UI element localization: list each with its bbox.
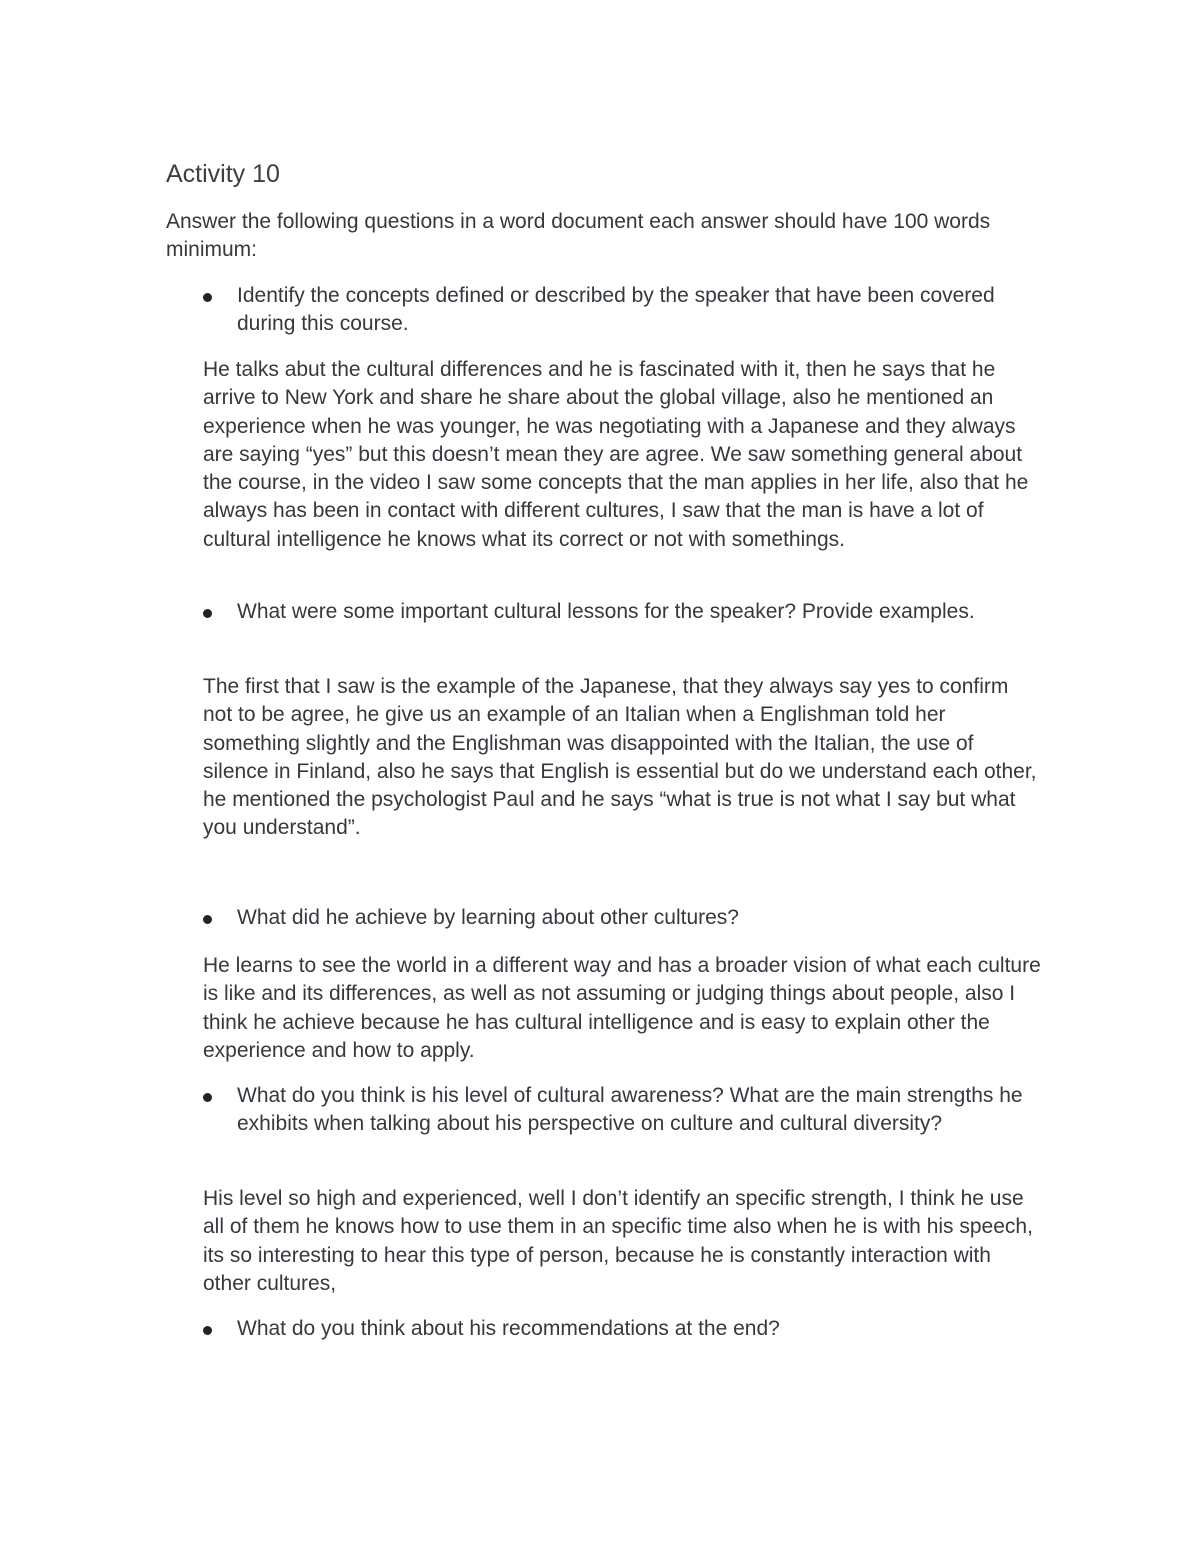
bullet-icon: [203, 1326, 212, 1335]
bullet-icon: [203, 915, 212, 924]
document-title: Activity 10: [166, 160, 280, 188]
answer-3: He learns to see the world in a different way and has a broader vision of what each culture is like and its differences, as well as not assuming or judging things about people, also I think he achieve because he has cultural intelligence and is easy to explain other the experience and how to apply.: [203, 954, 1041, 1062]
question-1: Identify the concepts defined or described by the speaker that have been covered during this course.: [237, 284, 995, 336]
answer-4: His level so high and experienced, well I don’t identify an specific strength, I think he use all of them he knows how to use them in an specific time also when he is with his speech, its so interesting to hear this type of person, because he is constantly interaction with other cultures,: [203, 1187, 1033, 1295]
answer-1: He talks abut the cultural differences and he is fascinated with it, then he says that he arrive to New York and share he share about the global village, also he mentioned an experience when he was younger, he was negotiating with a Japanese and they always are saying “yes” but this doesn’t mean they are agree. We saw something general about the course, in the video I saw some concepts that the man applies in her life, also that he always has been in contact with different cultures, I saw that the man is have a lot of cultural intelligence he knows what its correct or not with somethings.: [203, 358, 1029, 551]
answer-2: The first that I saw is the example of the Japanese, that they always say yes to confirm not to be agree, he give us an example of an Italian when a Englishman told her something slightly and the Englishman was disappointed with the Italian, the use of silence in Finland, also he says that English is essential but do we understand each other, he mentioned the psychologist Paul and he says “what is true is not what I say but what you understand”.: [203, 675, 1037, 840]
intro-paragraph: Answer the following questions in a word document each answer should have 100 words minimum:: [166, 210, 991, 262]
bullet-icon: [203, 609, 212, 618]
question-2: What were some important cultural lessons for the speaker? Provide examples.: [237, 600, 975, 623]
question-4: What do you think is his level of cultural awareness? What are the main strengths he exhibits when talking about his perspective on culture and cultural diversity?: [237, 1084, 1023, 1136]
question-5: What do you think about his recommendations at the end?: [237, 1317, 780, 1340]
bullet-icon: [203, 1093, 212, 1102]
question-3: What did he achieve by learning about other cultures?: [237, 906, 739, 929]
bullet-icon: [203, 293, 212, 302]
